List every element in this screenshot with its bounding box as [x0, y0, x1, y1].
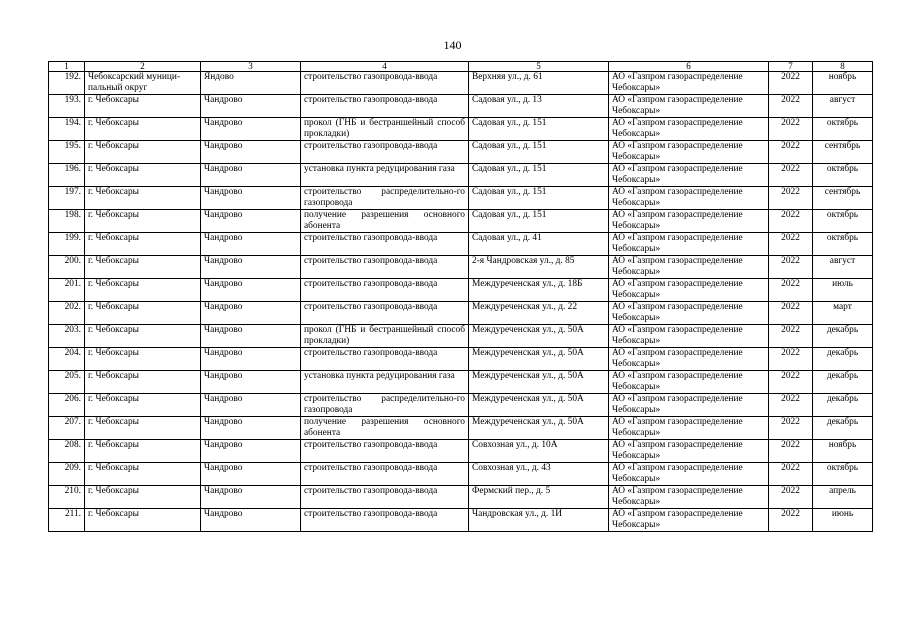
address-cell: Совхозная ул., д. 43 [469, 463, 609, 486]
organization-cell: АО «Газпром газораспределение Чебоксары» [609, 486, 769, 509]
table-row [49, 72, 873, 95]
locality-cell: Чандрово [201, 279, 301, 302]
year-cell: 2022 [769, 417, 813, 440]
row-number: 201. [49, 279, 85, 302]
row-number: 194. [49, 118, 85, 141]
organization-cell: АО «Газпром газораспределение Чебоксары» [609, 394, 769, 417]
locality-cell: Чандрово [201, 417, 301, 440]
month-cell: август [813, 256, 873, 279]
organization-cell: АО «Газпром газораспределение Чебоксары» [609, 118, 769, 141]
district-cell: г. Чебоксары [85, 348, 201, 371]
row-number: 200. [49, 256, 85, 279]
address-cell: Междуреченская ул., д. 50А [469, 394, 609, 417]
row-number: 209. [49, 463, 85, 486]
year-cell: 2022 [769, 233, 813, 256]
district-cell: г. Чебоксары [85, 440, 201, 463]
address-cell: Садовая ул., д. 151 [469, 141, 609, 164]
work-type-cell: прокол (ГНБ и бестраншейный способ прокладки) [301, 118, 469, 141]
row-number: 199. [49, 233, 85, 256]
table-row [49, 187, 873, 210]
table-row [49, 509, 873, 532]
work-type-cell: строительство газопровода-ввода [301, 233, 469, 256]
table-row [49, 302, 873, 325]
column-number: 5 [469, 62, 609, 72]
row-number: 193. [49, 95, 85, 118]
locality-cell: Чандрово [201, 187, 301, 210]
month-cell: декабрь [813, 348, 873, 371]
table-row [49, 256, 873, 279]
district-cell: г. Чебоксары [85, 279, 201, 302]
table-row [49, 325, 873, 348]
row-number: 211. [49, 509, 85, 532]
district-cell: г. Чебоксары [85, 118, 201, 141]
district-cell: г. Чебоксары [85, 371, 201, 394]
organization-cell: АО «Газпром газораспределение Чебоксары» [609, 141, 769, 164]
address-cell: Садовая ул., д. 13 [469, 95, 609, 118]
district-cell: г. Чебоксары [85, 187, 201, 210]
month-cell: сентябрь [813, 141, 873, 164]
locality-cell: Чандрово [201, 302, 301, 325]
locality-cell: Яндово [201, 72, 301, 95]
year-cell: 2022 [769, 348, 813, 371]
month-cell: март [813, 302, 873, 325]
month-cell: декабрь [813, 371, 873, 394]
work-type-cell: получение разрешения основного абонента [301, 417, 469, 440]
table-row [49, 233, 873, 256]
address-cell: Верхняя ул., д. 61 [469, 72, 609, 95]
address-cell: Междуреченская ул., д. 18Б [469, 279, 609, 302]
row-number: 208. [49, 440, 85, 463]
month-cell: ноябрь [813, 440, 873, 463]
year-cell: 2022 [769, 256, 813, 279]
district-cell: г. Чебоксары [85, 302, 201, 325]
row-number: 204. [49, 348, 85, 371]
locality-cell: Чандрово [201, 256, 301, 279]
district-cell: г. Чебоксары [85, 164, 201, 187]
table-row [49, 348, 873, 371]
month-cell: октябрь [813, 164, 873, 187]
locality-cell: Чандрово [201, 463, 301, 486]
district-cell: г. Чебоксары [85, 256, 201, 279]
month-cell: декабрь [813, 325, 873, 348]
column-number: 8 [813, 62, 873, 72]
organization-cell: АО «Газпром газораспределение Чебоксары» [609, 187, 769, 210]
table-row [49, 164, 873, 187]
row-number: 202. [49, 302, 85, 325]
work-type-cell: строительство газопровода-ввода [301, 348, 469, 371]
year-cell: 2022 [769, 95, 813, 118]
table-row [49, 210, 873, 233]
month-cell: октябрь [813, 210, 873, 233]
address-cell: Садовая ул., д. 151 [469, 187, 609, 210]
work-type-cell: строительство газопровода-ввода [301, 141, 469, 164]
table-row [49, 394, 873, 417]
organization-cell: АО «Газпром газораспределение Чебоксары» [609, 72, 769, 95]
district-cell: г. Чебоксары [85, 325, 201, 348]
table-row [49, 371, 873, 394]
work-type-cell: установка пункта редуцирования газа [301, 371, 469, 394]
column-number-row [49, 62, 873, 72]
organization-cell: АО «Газпром газораспределение Чебоксары» [609, 463, 769, 486]
address-cell: Садовая ул., д. 41 [469, 233, 609, 256]
column-number: 6 [609, 62, 769, 72]
year-cell: 2022 [769, 463, 813, 486]
year-cell: 2022 [769, 394, 813, 417]
organization-cell: АО «Газпром газораспределение Чебоксары» [609, 95, 769, 118]
row-number: 198. [49, 210, 85, 233]
address-cell: Междуреченская ул., д. 50А [469, 348, 609, 371]
year-cell: 2022 [769, 325, 813, 348]
month-cell: декабрь [813, 417, 873, 440]
table-row [49, 417, 873, 440]
locality-cell: Чандрово [201, 440, 301, 463]
column-number: 1 [49, 62, 85, 72]
row-number: 197. [49, 187, 85, 210]
work-type-cell: получение разрешения основного абонента [301, 210, 469, 233]
year-cell: 2022 [769, 302, 813, 325]
district-cell: г. Чебоксары [85, 486, 201, 509]
row-number: 206. [49, 394, 85, 417]
year-cell: 2022 [769, 187, 813, 210]
organization-cell: АО «Газпром газораспределение Чебоксары» [609, 302, 769, 325]
column-number: 7 [769, 62, 813, 72]
year-cell: 2022 [769, 509, 813, 532]
organization-cell: АО «Газпром газораспределение Чебоксары» [609, 348, 769, 371]
organization-cell: АО «Газпром газораспределение Чебоксары» [609, 417, 769, 440]
locality-cell: Чандрово [201, 509, 301, 532]
address-cell: Чандровская ул., д. 1И [469, 509, 609, 532]
address-cell: Садовая ул., д. 151 [469, 210, 609, 233]
district-cell: Чебоксарский муници-пальный округ [85, 72, 201, 95]
work-type-cell: строительство газопровода-ввода [301, 509, 469, 532]
work-type-cell: строительство газопровода-ввода [301, 95, 469, 118]
month-cell: июнь [813, 509, 873, 532]
work-type-cell: строительство распределительно-го газопровода [301, 394, 469, 417]
month-cell: июль [813, 279, 873, 302]
locality-cell: Чандрово [201, 141, 301, 164]
table-row [49, 118, 873, 141]
district-cell: г. Чебоксары [85, 210, 201, 233]
district-cell: г. Чебоксары [85, 141, 201, 164]
row-number: 196. [49, 164, 85, 187]
work-type-cell: установка пункта редуцирования газа [301, 164, 469, 187]
work-type-cell: строительство распределительно-го газопровода [301, 187, 469, 210]
table-row [49, 440, 873, 463]
table-row [49, 95, 873, 118]
gas-works-table [48, 61, 873, 532]
month-cell: ноябрь [813, 72, 873, 95]
month-cell: апрель [813, 486, 873, 509]
organization-cell: АО «Газпром газораспределение Чебоксары» [609, 325, 769, 348]
row-number: 205. [49, 371, 85, 394]
organization-cell: АО «Газпром газораспределение Чебоксары» [609, 440, 769, 463]
year-cell: 2022 [769, 141, 813, 164]
year-cell: 2022 [769, 72, 813, 95]
address-cell: Междуреченская ул., д. 50А [469, 417, 609, 440]
month-cell: август [813, 95, 873, 118]
month-cell: декабрь [813, 394, 873, 417]
organization-cell: АО «Газпром газораспределение Чебоксары» [609, 233, 769, 256]
address-cell: 2-я Чандровская ул., д. 85 [469, 256, 609, 279]
address-cell: Совхозная ул., д. 10А [469, 440, 609, 463]
address-cell: Садовая ул., д. 151 [469, 164, 609, 187]
work-type-cell: строительство газопровода-ввода [301, 72, 469, 95]
locality-cell: Чандрово [201, 325, 301, 348]
page-number: 140 [443, 38, 462, 52]
row-number: 203. [49, 325, 85, 348]
locality-cell: Чандрово [201, 210, 301, 233]
address-cell: Садовая ул., д. 151 [469, 118, 609, 141]
year-cell: 2022 [769, 440, 813, 463]
table-row [49, 486, 873, 509]
locality-cell: Чандрово [201, 233, 301, 256]
district-cell: г. Чебоксары [85, 95, 201, 118]
row-number: 192. [49, 72, 85, 95]
year-cell: 2022 [769, 210, 813, 233]
district-cell: г. Чебоксары [85, 509, 201, 532]
row-number: 210. [49, 486, 85, 509]
year-cell: 2022 [769, 279, 813, 302]
district-cell: г. Чебоксары [85, 463, 201, 486]
column-number: 3 [201, 62, 301, 72]
locality-cell: Чандрово [201, 118, 301, 141]
year-cell: 2022 [769, 486, 813, 509]
month-cell: октябрь [813, 118, 873, 141]
work-type-cell: строительство газопровода-ввода [301, 463, 469, 486]
row-number: 207. [49, 417, 85, 440]
year-cell: 2022 [769, 371, 813, 394]
district-cell: г. Чебоксары [85, 233, 201, 256]
address-cell: Фермский пер., д. 5 [469, 486, 609, 509]
district-cell: г. Чебоксары [85, 394, 201, 417]
month-cell: октябрь [813, 233, 873, 256]
locality-cell: Чандрово [201, 371, 301, 394]
table-row [49, 463, 873, 486]
work-type-cell: строительство газопровода-ввода [301, 256, 469, 279]
locality-cell: Чандрово [201, 486, 301, 509]
address-cell: Междуреченская ул., д. 50А [469, 325, 609, 348]
year-cell: 2022 [769, 164, 813, 187]
work-type-cell: прокол (ГНБ и бестраншейный способ прокладки) [301, 325, 469, 348]
month-cell: октябрь [813, 463, 873, 486]
column-number: 4 [301, 62, 469, 72]
locality-cell: Чандрово [201, 164, 301, 187]
work-type-cell: строительство газопровода-ввода [301, 486, 469, 509]
address-cell: Междуреченская ул., д. 22 [469, 302, 609, 325]
organization-cell: АО «Газпром газораспределение Чебоксары» [609, 256, 769, 279]
district-cell: г. Чебоксары [85, 417, 201, 440]
table-row [49, 279, 873, 302]
work-type-cell: строительство газопровода-ввода [301, 440, 469, 463]
column-number: 2 [85, 62, 201, 72]
locality-cell: Чандрово [201, 95, 301, 118]
organization-cell: АО «Газпром газораспределение Чебоксары» [609, 371, 769, 394]
locality-cell: Чандрово [201, 348, 301, 371]
month-cell: сентябрь [813, 187, 873, 210]
work-type-cell: строительство газопровода-ввода [301, 302, 469, 325]
organization-cell: АО «Газпром газораспределение Чебоксары» [609, 210, 769, 233]
address-cell: Междуреченская ул., д. 50А [469, 371, 609, 394]
year-cell: 2022 [769, 118, 813, 141]
organization-cell: АО «Газпром газораспределение Чебоксары» [609, 164, 769, 187]
locality-cell: Чандрово [201, 394, 301, 417]
table-row [49, 141, 873, 164]
organization-cell: АО «Газпром газораспределение Чебоксары» [609, 509, 769, 532]
work-type-cell: строительство газопровода-ввода [301, 279, 469, 302]
organization-cell: АО «Газпром газораспределение Чебоксары» [609, 279, 769, 302]
row-number: 195. [49, 141, 85, 164]
